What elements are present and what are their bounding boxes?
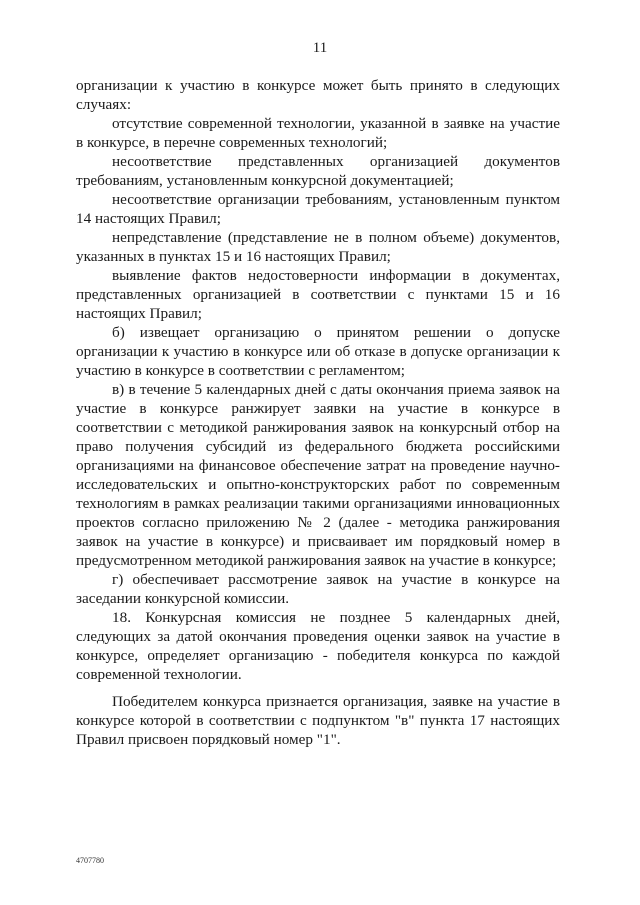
paragraph-false-information: выявление фактов недостоверности информации в документах, представленных организацией в соответствии с пунктами 15 и 16 настоящих Правил; (76, 267, 560, 322)
paragraph-incomplete-documents: непредставление (представление не в полном объеме) документов, указанных в пунктах 15 и 16 настоящих Правил; (76, 229, 560, 265)
paragraph-organization-mismatch: несоответствие организации требованиям, установленным пунктом 14 настоящих Правил; (76, 191, 560, 227)
paragraph-section-18: 18. Конкурсная комиссия не позднее 5 календарных дней, следующих за датой окончания проведения оценки заявок на участие в конкурсе, определяет организацию - победителя конкурса по каждой современной технологии. (76, 609, 560, 683)
paragraph-continuation: организации к участию в конкурсе может быть принято в следующих случаях: (76, 77, 560, 113)
paragraph-no-technology: отсутствие современной технологии, указанной в заявке на участие в конкурсе, в перечне современных технологий; (76, 115, 560, 151)
paragraph-item-v: в) в течение 5 календарных дней с даты окончания приема заявок на участие в конкурсе ранжирует заявки на участие в конкурсе в соответствии с методикой ранжирования заявок на конкурсный отбор на право получения субсидий из федерального бюджета российскими организациями на финансовое обеспечение затрат на проведение научно-исследовательских и опытно-конструкторских работ по современным технологиям в рамках реализации такими организациями инновационных проектов согласно приложению № 2 (далее - методика ранжирования заявок на участие в конкурсе) и присваивает им порядковый номер в предусмотренном методикой ранжирования заявок на участие в конкурсе; (76, 381, 560, 569)
paragraph-documents-mismatch: несоответствие представленных организацией документов требованиям, установленным конкурсной документацией; (76, 153, 560, 189)
paragraph-winner: Победителем конкурса признается организация, заявке на участие в конкурсе которой в соответствии с подпунктом "в" пункта 17 настоящих Правил присвоен порядковый номер "1". (76, 693, 560, 748)
paragraph-item-b: б) извещает организацию о принятом решении о допуске организации к участию в конкурсе или об отказе в допуске организации к участию в конкурсе в соответствии с регламентом; (76, 324, 560, 379)
document-code: 4707780 (76, 856, 104, 865)
document-body (76, 76, 560, 749)
paragraph-item-g: г) обеспечивает рассмотрение заявок на участие в конкурсе на заседании конкурсной комиссии. (76, 571, 560, 607)
page-number: 11 (312, 40, 328, 56)
